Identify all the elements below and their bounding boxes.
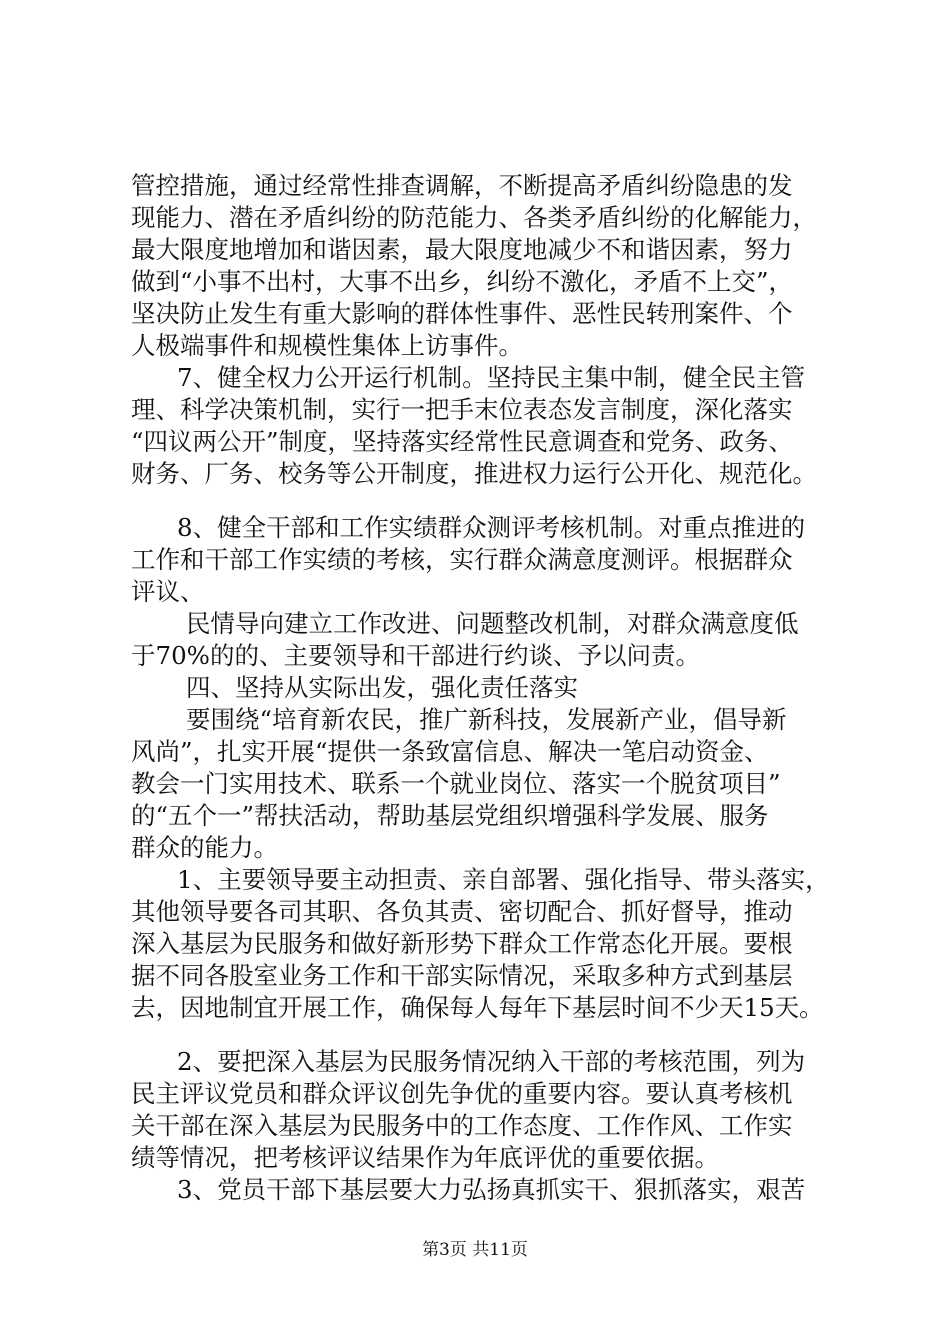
text-line: 理、科学决策机制，实行一把手末位表态发言制度，深化落实 xyxy=(131,395,793,424)
text-line: 评议、 xyxy=(131,577,205,606)
text-line: 民主评议党员和群众评议创先争优的重要内容。要认真考核机 xyxy=(131,1079,793,1108)
text-line: 风尚”，扎实开展“提供一条致富信息、解决一笔启动资金、 xyxy=(131,737,769,766)
text-line: 财务、厂务、校务等公开制度，推进权力运行公开化、规范化。 xyxy=(131,459,817,488)
text-line: 的“五个一”帮扶活动，帮助基层党组织增强科学发展、服务 xyxy=(131,801,769,830)
page-number-footer: 第3页 共11页 xyxy=(422,1240,528,1260)
text-line: 要围绕“培育新农民，推广新科技，发展新产业，倡导新 xyxy=(186,705,787,734)
text-line: 绩等情况，把考核评议结果作为年底评优的重要依据。 xyxy=(131,1143,719,1172)
text-line: 1、主要领导要主动担责、亲自部署、强化指导、带头落实， xyxy=(177,865,830,894)
text-line: 人极端事件和规模性集体上访事件。 xyxy=(131,331,523,360)
text-line: 现能力、潜在矛盾纠纷的防范能力、各类矛盾纠纷的化解能力， xyxy=(131,203,817,232)
text-line: 做到“小事不出村，大事不出乡，纠纷不激化，矛盾不上交”， xyxy=(131,267,794,296)
text-line: 去，因地制宜开展工作，确保每人每年下基层时间不少天15天。 xyxy=(131,993,824,1022)
text-line: 深入基层为民服务和做好新形势下群众工作常态化开展。要根 xyxy=(131,929,793,958)
text-line: 3、党员干部下基层要大力弘扬真抓实干、狠抓落实，艰苦 xyxy=(177,1175,806,1204)
text-line: 关干部在深入基层为民服务中的工作态度、工作作风、工作实 xyxy=(131,1111,793,1140)
text-line: 据不同各股室业务工作和干部实际情况，采取多种方式到基层 xyxy=(131,961,793,990)
section-heading: 四、坚持从实际出发，强化责任落实 xyxy=(186,673,578,702)
text-line: 其他领导要各司其职、各负其责、密切配合、抓好督导，推动 xyxy=(131,897,793,926)
text-line: 8、健全干部和工作实绩群众测评考核机制。对重点推进的 xyxy=(177,513,806,542)
text-line: 于70%的的、主要领导和干部进行约谈、予以问责。 xyxy=(131,641,700,670)
text-line: “四议两公开”制度，坚持落实经常性民意调查和党务、政务、 xyxy=(131,427,794,456)
text-line: 坚决防止发生有重大影响的群体性事件、恶性民转刑案件、个 xyxy=(131,299,793,328)
text-line: 群众的能力。 xyxy=(131,833,278,862)
text-line: 7、健全权力公开运行机制。坚持民主集中制，健全民主管 xyxy=(177,363,806,392)
text-line: 最大限度地增加和谐因素，最大限度地减少不和谐因素，努力 xyxy=(131,235,793,264)
text-line: 工作和干部工作实绩的考核，实行群众满意度测评。根据群众 xyxy=(131,545,793,574)
text-line: 民情导向建立工作改进、问题整改机制，对群众满意度低 xyxy=(186,609,799,638)
text-line: 教会一门实用技术、联系一个就业岗位、落实一个脱贫项目” xyxy=(131,769,781,798)
text-line: 2、要把深入基层为民服务情况纳入干部的考核范围，列为 xyxy=(177,1047,806,1076)
text-line: 管控措施，通过经常性排查调解，不断提高矛盾纠纷隐患的发 xyxy=(131,171,793,200)
